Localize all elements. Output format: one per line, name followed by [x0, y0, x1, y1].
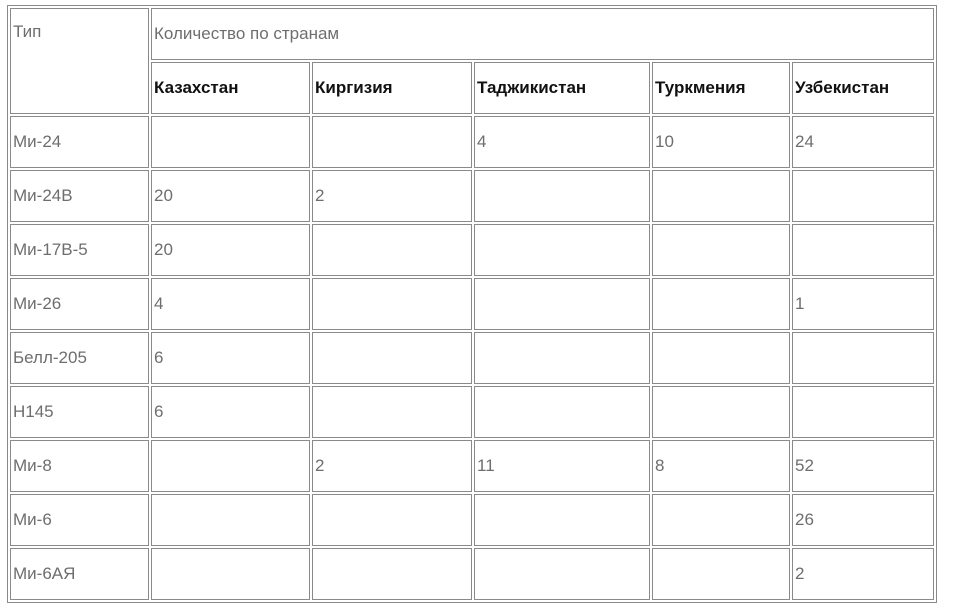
row-type-cell: Ми-6 [10, 494, 149, 546]
table-cell [652, 548, 790, 600]
table-cell [792, 170, 934, 222]
country-header-kyrgyzstan: Киргизия [312, 62, 472, 114]
table-cell [312, 224, 472, 276]
country-header-turkmenistan: Туркмения [652, 62, 790, 114]
country-group-header: Количество по странам [151, 8, 934, 60]
table-cell: 4 [151, 278, 310, 330]
table-row [10, 116, 934, 168]
table-cell [652, 170, 790, 222]
table-cell [474, 494, 650, 546]
table-cell: 4 [474, 116, 650, 168]
table-cell [312, 332, 472, 384]
table-cell: 10 [652, 116, 790, 168]
table-cell [474, 170, 650, 222]
table-cell [312, 386, 472, 438]
table-cell [312, 494, 472, 546]
table-cell [652, 278, 790, 330]
table-row [10, 548, 934, 600]
table-cell [652, 224, 790, 276]
table-cell [474, 548, 650, 600]
table-row [10, 494, 934, 546]
table-cell [474, 386, 650, 438]
row-type-cell: Ми-24 [10, 116, 149, 168]
country-header-kazakhstan: Казахстан [151, 62, 310, 114]
table-row [10, 386, 934, 438]
table-cell: 20 [151, 224, 310, 276]
table-cell: 2 [312, 440, 472, 492]
table-cell: 24 [792, 116, 934, 168]
table-cell: 6 [151, 386, 310, 438]
row-type-cell: Ми-26 [10, 278, 149, 330]
table-cell: 2 [792, 548, 934, 600]
table-cell: 52 [792, 440, 934, 492]
table-row [10, 440, 934, 492]
table-cell: 2 [312, 170, 472, 222]
country-header-uzbekistan: Узбекистан [792, 62, 934, 114]
table-row [10, 332, 934, 384]
table-cell [151, 494, 310, 546]
table-row [10, 278, 934, 330]
table-cell: 8 [652, 440, 790, 492]
row-type-cell: Белл-205 [10, 332, 149, 384]
table-cell [474, 224, 650, 276]
table-cell: 11 [474, 440, 650, 492]
table-cell [792, 224, 934, 276]
header-row-1 [10, 8, 934, 60]
row-type-cell: Ми-17В-5 [10, 224, 149, 276]
table-cell [312, 278, 472, 330]
table-cell: 6 [151, 332, 310, 384]
table-cell [474, 332, 650, 384]
table-cell [652, 332, 790, 384]
table-cell [792, 386, 934, 438]
row-type-cell: H145 [10, 386, 149, 438]
table-cell [312, 548, 472, 600]
row-type-cell: Ми-8 [10, 440, 149, 492]
table-row [10, 224, 934, 276]
table-cell [474, 278, 650, 330]
country-header-tajikistan: Таджикистан [474, 62, 650, 114]
table-cell [151, 548, 310, 600]
table-cell: 26 [792, 494, 934, 546]
table-cell [652, 494, 790, 546]
table-cell [151, 116, 310, 168]
row-type-cell: Ми-24В [10, 170, 149, 222]
table-cell: 1 [792, 278, 934, 330]
table-cell [312, 116, 472, 168]
table-cell [151, 440, 310, 492]
table-cell [792, 332, 934, 384]
table-cell [652, 386, 790, 438]
row-type-cell: Ми-6АЯ [10, 548, 149, 600]
table-cell: 20 [151, 170, 310, 222]
type-header: Тип [10, 8, 149, 114]
helicopter-table [7, 5, 937, 603]
table-row [10, 170, 934, 222]
